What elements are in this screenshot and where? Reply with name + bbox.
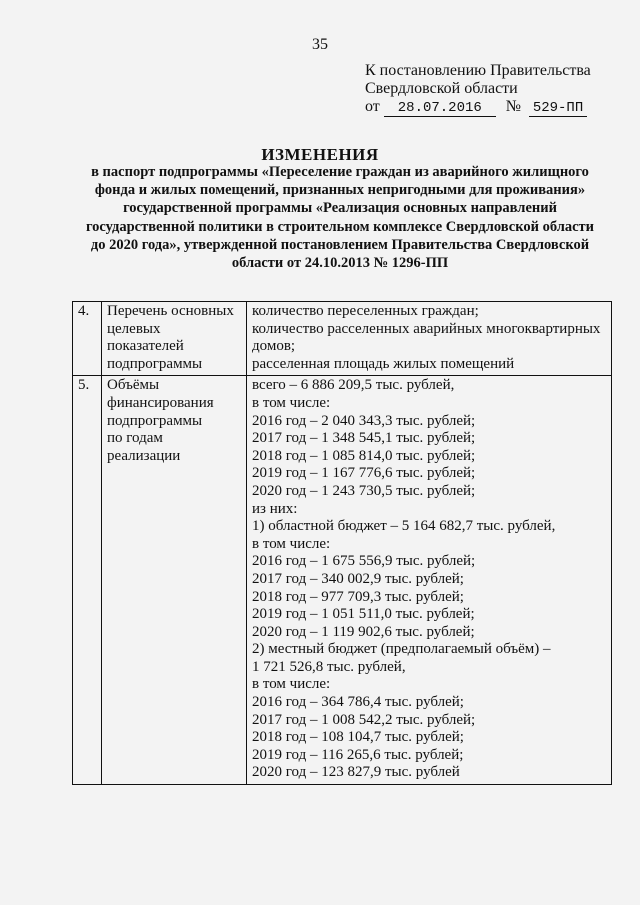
row-number: 5.	[73, 376, 102, 785]
content-line: 2016 год – 364 786,4 тыс. рублей;	[252, 694, 464, 711]
approval-block	[365, 62, 625, 117]
from-label: от	[365, 98, 380, 115]
content-line: 2019 год – 1 051 511,0 тыс. рублей;	[252, 606, 475, 623]
row-content	[247, 376, 612, 785]
subtitle-line: до 2020 года», утвержденной постановлением Правительства Свердловской	[90, 236, 590, 253]
document-subtitle	[60, 163, 620, 272]
row-name-line: показателей	[107, 338, 184, 355]
content-line: количество переселенных граждан;	[252, 303, 479, 319]
content-line: 1) областной бюджет – 5 164 682,7 тыс. рублей,	[252, 518, 556, 535]
content-line: из них:	[252, 500, 298, 517]
content-line: 2020 год – 123 827,9 тыс. рублей	[252, 764, 460, 781]
content-line: количество расселенных аварийных многоквартирных	[252, 320, 601, 337]
content-line: в том числе:	[252, 394, 331, 411]
content-line: домов;	[252, 338, 296, 355]
subtitle-line: государственной программы «Реализация основных направлений	[123, 200, 557, 217]
row-name	[102, 302, 247, 376]
row-name-line: по годам	[107, 430, 163, 447]
table-row	[73, 376, 612, 785]
content-line: 2019 год – 1 167 776,6 тыс. рублей;	[252, 465, 476, 482]
content-line: расселенная площадь жилых помещений	[252, 355, 515, 372]
row-name-line: подпрограммы	[107, 412, 203, 429]
content-line: 2020 год – 1 119 902,6 тыс. рублей;	[252, 623, 475, 640]
approval-line-3	[365, 98, 625, 117]
row-name-line: подпрограммы	[107, 355, 203, 372]
passport-table	[72, 301, 612, 785]
table-row	[73, 302, 612, 376]
content-line: 2016 год – 1 675 556,9 тыс. рублей;	[252, 553, 476, 570]
content-line: 2017 год – 1 348 545,1 тыс. рублей;	[252, 430, 476, 447]
content-line: 2018 год – 977 709,3 тыс. рублей;	[252, 588, 464, 605]
row-name-line: реализации	[107, 447, 181, 464]
row-name-line: финансирования	[107, 394, 214, 411]
row-number: 4.	[73, 302, 102, 376]
row-name-line: Перечень основных	[107, 303, 234, 319]
document-title: ИЗМЕНЕНИЯ	[261, 145, 379, 164]
content-line: 2) местный бюджет (предполагаемый объём) –	[252, 641, 551, 658]
decree-date: 28.07.2016	[384, 101, 496, 117]
subtitle-line: фонда и жилых помещений, признанных непригодными для проживания»	[94, 182, 586, 199]
page-number: 35	[312, 36, 328, 53]
content-line: 2017 год – 1 008 542,2 тыс. рублей;	[252, 711, 476, 728]
content-line: в том числе:	[252, 676, 331, 693]
row-name-line: Объёмы	[107, 377, 160, 394]
decree-number: 529-ПП	[529, 101, 587, 117]
subtitle-line: в паспорт подпрограммы «Переселение граждан из аварийного жилищного	[91, 164, 589, 180]
content-line: 2018 год – 1 085 814,0 тыс. рублей;	[252, 447, 476, 464]
content-line: 2018 год – 108 104,7 тыс. рублей;	[252, 729, 464, 746]
subtitle-line: государственной политики в строительном комплексе Свердловской области	[85, 218, 595, 235]
row-name	[102, 376, 247, 785]
content-line: 1 721 526,8 тыс. рублей,	[252, 658, 406, 675]
row-name-line: целевых	[107, 320, 161, 337]
approval-line-2: Свердловской области	[365, 80, 518, 97]
approval-line-1: К постановлению Правительства	[365, 62, 591, 79]
subtitle-line: области от 24.10.2013 № 1296-ПП	[231, 255, 449, 272]
row-content	[247, 302, 612, 376]
number-sign: №	[505, 98, 522, 115]
content-line: 2016 год – 2 040 343,3 тыс. рублей;	[252, 412, 476, 429]
content-line: 2019 год – 116 265,6 тыс. рублей;	[252, 746, 464, 763]
content-line: 2017 год – 340 002,9 тыс. рублей;	[252, 570, 464, 587]
content-line: всего – 6 886 209,5 тыс. рублей,	[252, 377, 455, 394]
content-line: 2020 год – 1 243 730,5 тыс. рублей;	[252, 482, 476, 499]
content-line: в том числе:	[252, 535, 331, 552]
